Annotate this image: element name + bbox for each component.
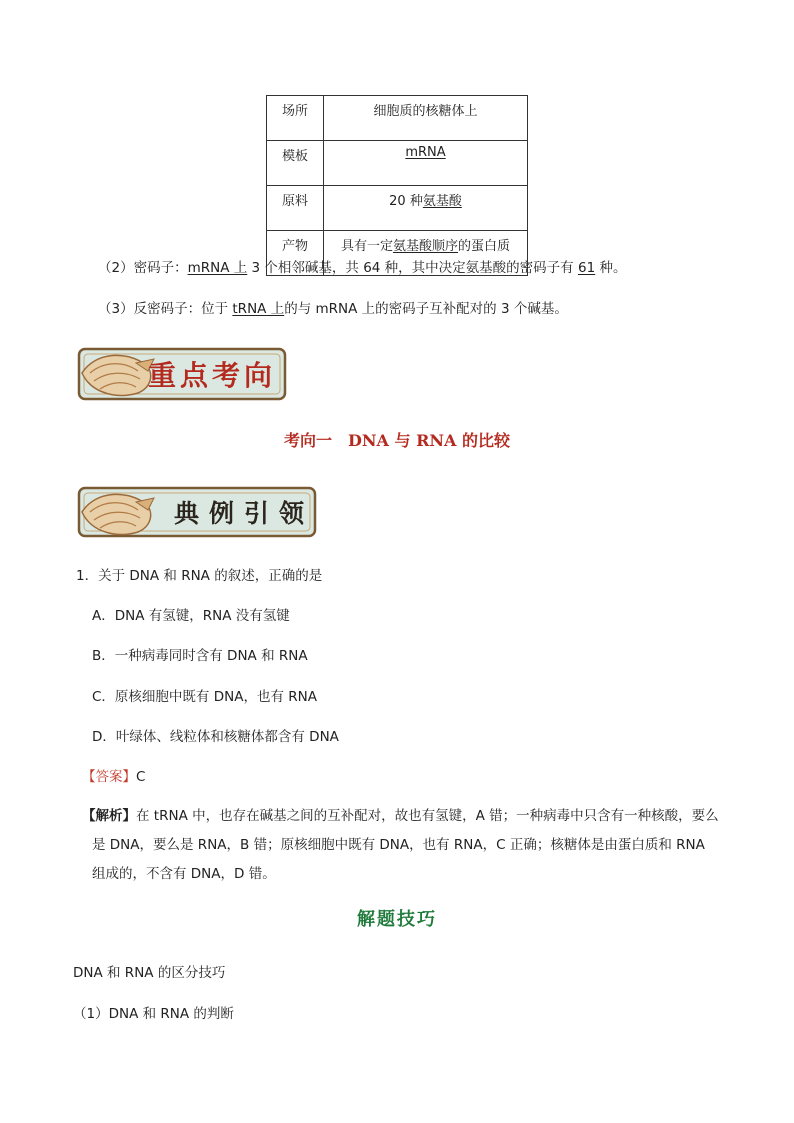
translation-table (266, 95, 528, 276)
table-key: 产物 (267, 231, 324, 276)
table-key: 模板 (267, 141, 324, 186)
table-row (267, 141, 528, 186)
anticodon-suffix: 的与 mRNA 上的密码子互补配对的 3 个碱基。 (284, 301, 568, 317)
tips-line: DNA 和 RNA 的区分技巧 (73, 965, 226, 981)
option-d: D．叶绿体、线粒体和核糖体都含有 DNA (92, 729, 339, 745)
table-key: 原料 (267, 186, 324, 231)
codon-prefix: （2）密码子： (98, 260, 188, 276)
option-c: C．原核细胞中既有 DNA，也有 RNA (92, 689, 317, 705)
question-stem: 1．关于 DNA 和 RNA 的叙述，正确的是 (76, 568, 323, 584)
codon-suffix: 种。 (595, 260, 627, 276)
underlined-term: mRNA 上 (187, 260, 248, 276)
underlined-term: 61 (577, 260, 596, 276)
banner-title: 典例引领 (174, 499, 315, 528)
table-value (324, 186, 528, 231)
underlined-term: 氨基酸顺序 (392, 239, 458, 254)
table-key: 场所 (267, 96, 324, 141)
underlined-term: mRNA (405, 145, 446, 160)
table-value: 细胞质的核糖体上 (324, 96, 528, 141)
answer-line (82, 767, 145, 787)
value-suffix: 的蛋白质 (458, 239, 511, 254)
answer-value: C (136, 769, 146, 785)
banner-example (76, 482, 318, 542)
banner-key-topics (76, 343, 288, 405)
underlined-term: tRNA 上 (232, 301, 285, 317)
underlined-term: 氨基酸 (422, 194, 462, 209)
option-a: A．DNA 有氢键，RNA 没有氢键 (92, 608, 290, 624)
answer-tag: 【答案】 (82, 769, 136, 785)
table-row (267, 186, 528, 231)
analysis-tag: 【解析】 (82, 808, 136, 824)
codon-mid: 3 个相邻碱基，共 64 种，其中决定氨基酸的密码子有 (247, 260, 578, 276)
option-b: B．一种病毒同时含有 DNA 和 RNA (92, 648, 308, 664)
banner-title: 重点考向 (148, 359, 277, 392)
table-value (324, 141, 528, 186)
tips-line: （1）DNA 和 RNA 的判断 (73, 1006, 234, 1022)
codon-line (98, 258, 626, 278)
anticodon-line (98, 299, 568, 319)
table-row (267, 96, 528, 141)
tips-heading: 解题技巧 (357, 909, 437, 930)
anticodon-prefix: （3）反密码子：位于 (98, 301, 233, 317)
analysis-text: 在 tRNA 中，也存在碱基之间的互补配对，故也有氢键，A 错；一种病毒中只含有一种核酸，要么是 DNA，要么是 RNA，B 错；原核细胞中既有 DNA，也有 RNA，C 正确；核糖体是由蛋白质和 RNA 组成的，不含有 DNA，D 错。 (92, 808, 719, 882)
value-prefix: 具有一定 (340, 239, 393, 254)
value-prefix: 20 种 (389, 194, 423, 209)
analysis-paragraph (82, 802, 722, 889)
section-heading: 考向一 DNA 与 RNA 的比较 (284, 431, 510, 450)
